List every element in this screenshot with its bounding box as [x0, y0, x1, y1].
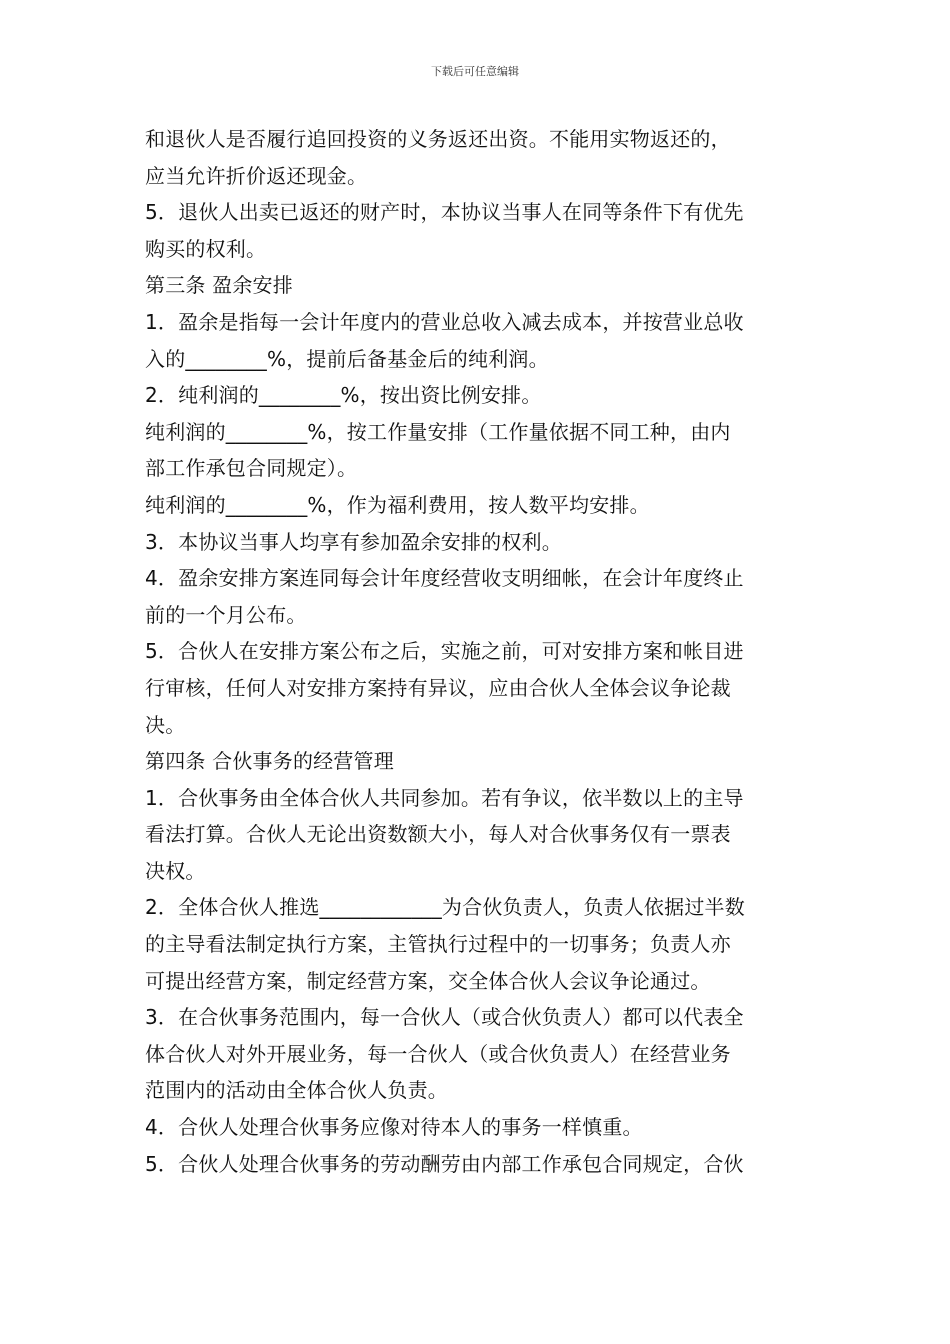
- text-line: 的主导看法制定执行方案，主管执行过程中的一切事务；负责人亦: [145, 932, 731, 957]
- text-line: 部工作承包合同规定）。: [145, 456, 358, 481]
- text-line: 纯利润的________%，按工作量安排（工作量依据不同工种，由内: [145, 419, 731, 444]
- text-line: 体合伙人对外开展业务，每一合伙人（或合伙负责人）在经营业务: [145, 1041, 731, 1066]
- text-line: 决权。: [145, 858, 206, 883]
- text-line: 纯利润的________%，作为福利费用，按人数平均安排。: [145, 492, 650, 517]
- text-line: 4．盈余安排方案连同每会计年度经营收支明细帐，在会计年度终止: [145, 566, 744, 591]
- text-line: 2．纯利润的________%，按出资比例安排。: [145, 383, 542, 408]
- page-header-note: 下载后可任意编辑: [431, 65, 519, 78]
- section-heading: 第三条 盈余安排: [145, 273, 293, 298]
- text-line: 决。: [145, 712, 186, 737]
- section-heading: 第四条 合伙事务的经营管理: [145, 749, 394, 774]
- text-line: 看法打算。合伙人无论出资数额大小，每人对合伙事务仅有一票表: [145, 822, 731, 847]
- document-body: [145, 121, 815, 1182]
- text-line: 入的________%，提前后备基金后的纯利润。: [145, 346, 549, 371]
- text-line: 购买的权利。: [145, 236, 267, 261]
- text-line: 1．合伙事务由全体合伙人共同参加。若有争议，依半数以上的主导: [145, 785, 744, 810]
- text-line: 行审核，任何人对安排方案持有异议，应由合伙人全体会议争论裁: [145, 675, 731, 700]
- text-line: 前的一个月公布。: [145, 602, 307, 627]
- text-line: 应当允许折价返还现金。: [145, 163, 368, 188]
- text-line: 3．本协议当事人均享有参加盈余安排的权利。: [145, 529, 562, 554]
- text-line: 可提出经营方案，制定经营方案，交全体合伙人会议争论通过。: [145, 968, 711, 993]
- text-line: 1．盈余是指每一会计年度内的营业总收入减去成本，并按营业总收: [145, 309, 744, 334]
- text-line: 5．合伙人在安排方案公布之后，实施之前，可对安排方案和帐目进: [145, 639, 744, 664]
- text-line: 和退伙人是否履行追回投资的义务返还出资。不能用实物返还的，: [145, 127, 731, 151]
- text-line: 5．合伙人处理合伙事务的劳动酬劳由内部工作承包合同规定，合伙: [145, 1151, 744, 1176]
- text-line: 5．退伙人出卖已返还的财产时，本协议当事人在同等条件下有优先: [145, 200, 744, 225]
- text-line: 2．全体合伙人推选____________为合伙负责人，负责人依据过半数: [145, 895, 745, 920]
- text-line: 3．在合伙事务范围内，每一合伙人（或合伙负责人）都可以代表全: [145, 1005, 744, 1030]
- text-line: 范围内的活动由全体合伙人负责。: [145, 1078, 448, 1103]
- text-line: 4．合伙人处理合伙事务应像对待本人的事务一样慎重。: [145, 1115, 643, 1140]
